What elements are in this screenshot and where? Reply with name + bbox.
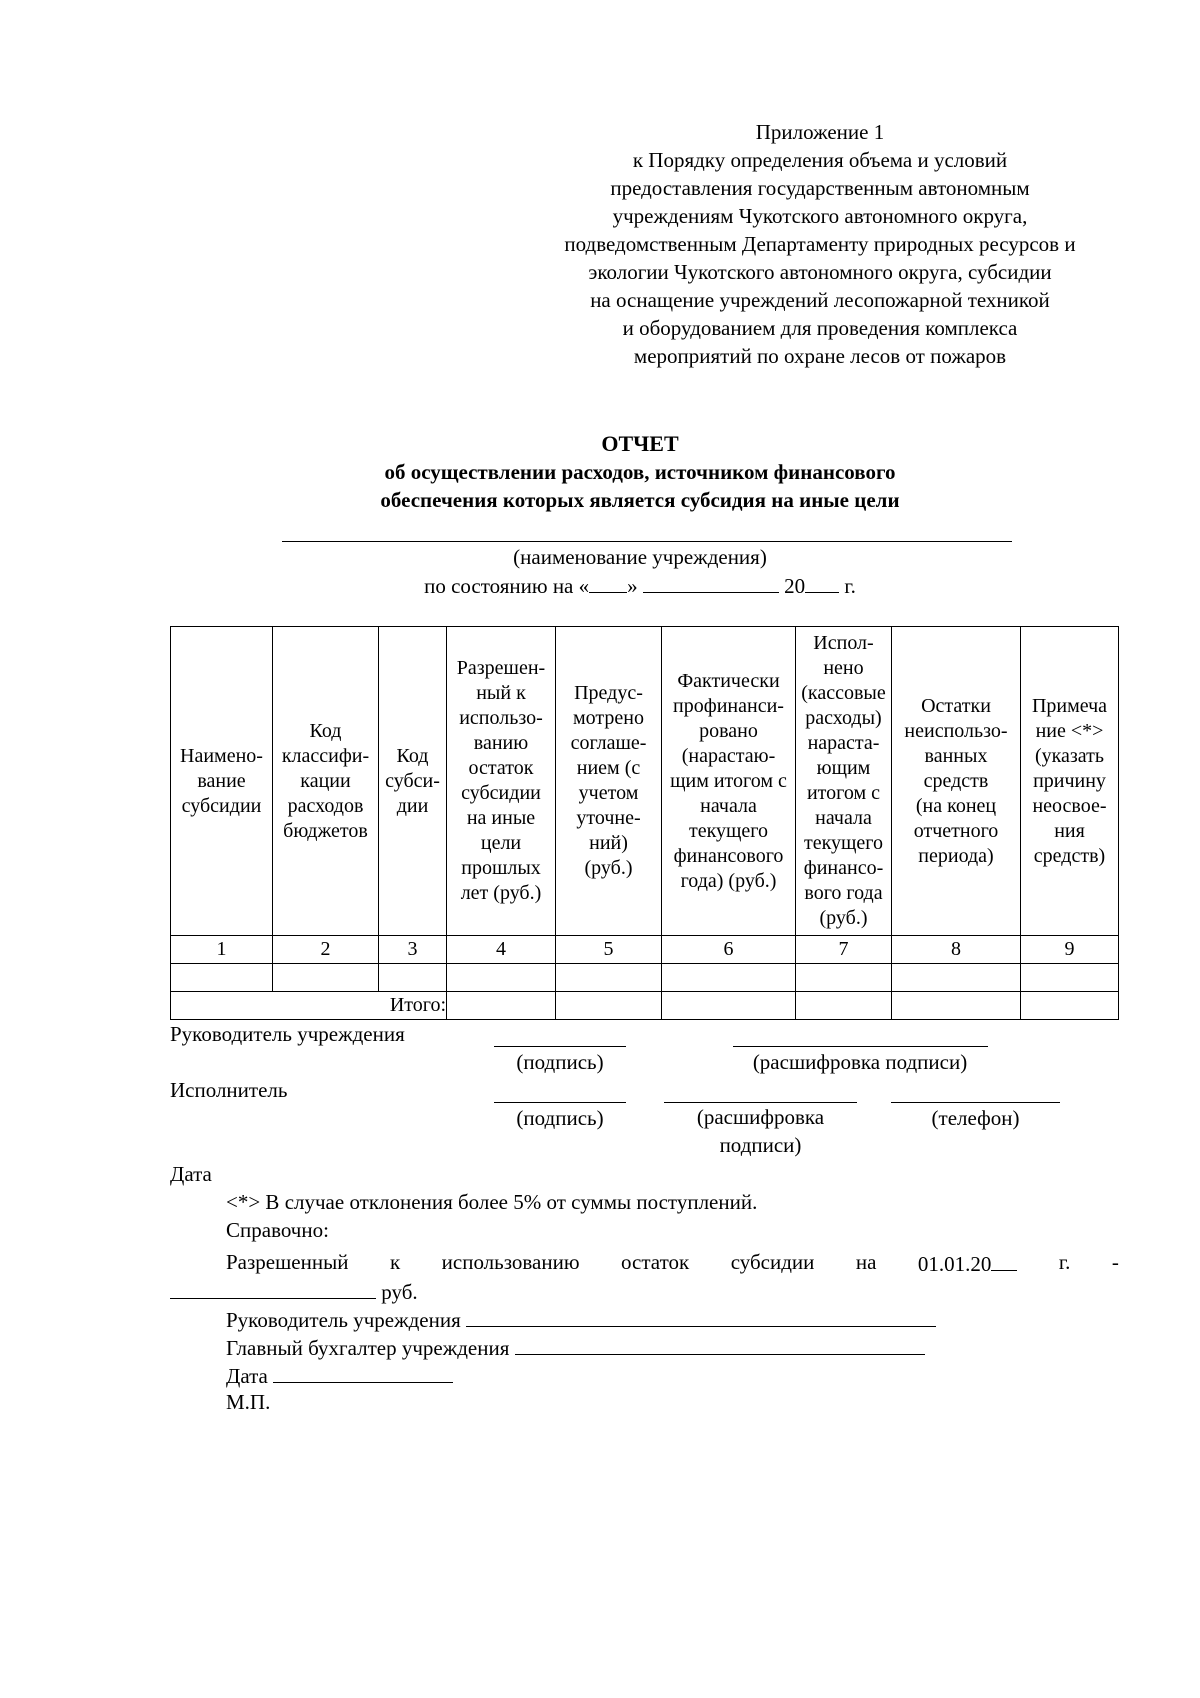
appendix-line: учреждениям Чукотского автономного округа,: [612, 204, 1028, 228]
footer-date-line: [226, 1362, 453, 1389]
permitted-word: -: [1111, 1250, 1119, 1274]
header-cell: [447, 627, 556, 936]
appendix-line: экологии Чукотского автономного округа, субсидии: [588, 260, 1052, 284]
total-label: Итого:: [171, 992, 447, 1020]
year-blank[interactable]: [991, 1250, 1017, 1271]
institution-name-line[interactable]: [282, 541, 1012, 542]
table-cell[interactable]: [379, 964, 447, 992]
header-text: Остатки неиспользо- ванных средств (на конец отчетного периода): [904, 694, 1008, 867]
header-cell: [556, 627, 662, 936]
total-cell[interactable]: [1021, 992, 1119, 1020]
header-text: Предус- мотрено соглаше- нием (с учетом уточне- ний) (руб.): [570, 682, 647, 879]
header-cell: [171, 627, 273, 936]
table-cell[interactable]: [662, 964, 796, 992]
header-text: Примеча ние <*> (указать причину неосвое- ния средств): [1031, 694, 1108, 867]
column-number: 3: [379, 936, 447, 964]
footer-date-blank[interactable]: [273, 1362, 453, 1383]
table-cell[interactable]: [892, 964, 1021, 992]
appendix-line: мероприятий по охране лесов от пожаров: [633, 344, 1007, 368]
chief-accountant-blank[interactable]: [515, 1334, 925, 1355]
total-cell[interactable]: [447, 992, 556, 1020]
table-cell[interactable]: [556, 964, 662, 992]
header-cell: [796, 627, 892, 936]
report-subtitle-line2: обеспечения которых является субсидия на иные цели: [380, 488, 900, 512]
header-text: Код субси- дии: [385, 744, 440, 817]
date-day-blank[interactable]: [589, 572, 627, 593]
column-number: 4: [447, 936, 556, 964]
report-title: ОТЧЕТ: [601, 431, 679, 456]
date-mid: »: [627, 574, 638, 598]
header-text: Испол- нено (кассовые расходы) нараста- ющим итогом с начала текущего финансо- вого года (руб.): [801, 632, 886, 929]
header-text: Фактически профинанси- ровано (нарастаю- щим итогом с начала текущего финансового года) (руб.): [670, 669, 787, 892]
permitted-word: субсидии: [730, 1250, 815, 1274]
header-cell: [892, 627, 1021, 936]
table-header-row: [171, 627, 1119, 936]
total-row: [171, 992, 1119, 1020]
decoding-caption-wrapped: (расшифровка подписи): [696, 1105, 825, 1157]
appendix-line: подведомственным Департаменту природных ресурсов и: [564, 232, 1076, 256]
phone-caption: (телефон): [931, 1106, 1020, 1130]
total-cell[interactable]: [556, 992, 662, 1020]
appendix-line: и оборудованием для проведения комплекса: [622, 316, 1018, 340]
decoding-caption: (расшифровка подписи): [752, 1050, 968, 1074]
header-cell: [1021, 627, 1119, 936]
column-number: 2: [273, 936, 379, 964]
table-cell[interactable]: [796, 964, 892, 992]
amount-blank[interactable]: [170, 1278, 376, 1299]
column-number: 5: [556, 936, 662, 964]
header-text: Код классифи- кации расходов бюджетов: [281, 719, 370, 842]
date-suffix: г.: [844, 574, 856, 598]
permitted-word: использованию: [441, 1250, 580, 1274]
appendix-line: к Порядку определения объема и условий: [632, 148, 1008, 172]
appendix-line: Приложение 1: [755, 120, 885, 144]
appendix-header: [500, 118, 1140, 370]
header-cell: [379, 627, 447, 936]
permitted-word: остаток: [621, 1250, 690, 1274]
report-date-line: [170, 572, 1110, 599]
appendix-line: предоставления государственным автономным: [610, 176, 1030, 200]
executor-signature-line[interactable]: [494, 1102, 626, 1103]
rub-label: руб.: [381, 1280, 418, 1304]
institution-caption: (наименование учреждения): [513, 545, 767, 569]
date-month-blank[interactable]: [643, 572, 779, 593]
column-number: 1: [171, 936, 273, 964]
table-cell[interactable]: [447, 964, 556, 992]
column-number: 6: [662, 936, 796, 964]
total-cell[interactable]: [662, 992, 796, 1020]
permitted-remainder-line: [226, 1250, 1119, 1277]
permitted-word: на: [855, 1250, 877, 1274]
footer-head-label: Руководитель учреждения: [226, 1308, 461, 1332]
report-title-block: [170, 430, 1110, 514]
appendix-line: на оснащение учреждений лесопожарной техникой: [590, 288, 1050, 312]
head-decoding-line[interactable]: [733, 1046, 988, 1047]
date-label: Дата: [170, 1162, 212, 1186]
column-number: 7: [796, 936, 892, 964]
table-row: [171, 964, 1119, 992]
header-text: Разрешен- ный к использо- ванию остаток субсидии на иные цели прошлых лет (руб.): [456, 657, 546, 904]
report-subtitle-line1: об осуществлении расходов, источником финансового: [384, 460, 896, 484]
column-number: 8: [892, 936, 1021, 964]
permitted-word: Разрешенный: [226, 1250, 349, 1274]
footnote: <*> В случае отклонения более 5% от суммы поступлений.: [226, 1190, 758, 1214]
date-year-prefix: 20: [784, 574, 806, 598]
footer-head-line: [226, 1306, 936, 1333]
footer-head-blank[interactable]: [466, 1306, 936, 1327]
total-cell[interactable]: [796, 992, 892, 1020]
permitted-word: 01.01.20: [917, 1252, 992, 1276]
amount-line: [170, 1278, 418, 1305]
header-cell: [273, 627, 379, 936]
chief-accountant-line: [226, 1334, 925, 1361]
table-cell[interactable]: [273, 964, 379, 992]
executor-phone-line[interactable]: [891, 1102, 1060, 1103]
permitted-word: к: [389, 1250, 401, 1274]
head-signature-line[interactable]: [494, 1046, 626, 1047]
date-prefix: по состоянию на «: [424, 574, 590, 598]
column-number-row: [171, 936, 1119, 964]
executor-label: Исполнитель: [170, 1078, 288, 1102]
chief-accountant-label: Главный бухгалтер учреждения: [226, 1336, 510, 1360]
head-label: Руководитель учреждения: [170, 1022, 405, 1046]
reference-label: Справочно:: [226, 1218, 329, 1242]
footer-date-label: Дата: [226, 1364, 268, 1388]
header-text: Наимено- вание субсидии: [180, 744, 263, 817]
signature-caption: (подпись): [516, 1050, 604, 1074]
signature-caption: (подпись): [516, 1106, 604, 1130]
total-cell[interactable]: [892, 992, 1021, 1020]
column-number: 9: [1021, 936, 1119, 964]
header-cell: [662, 627, 796, 936]
permitted-word: г.: [1058, 1250, 1071, 1274]
table-cell[interactable]: [171, 964, 273, 992]
table-cell[interactable]: [1021, 964, 1119, 992]
stamp-label: М.П.: [226, 1390, 271, 1414]
report-table: [170, 626, 1119, 1020]
date-year-blank[interactable]: [805, 572, 839, 593]
